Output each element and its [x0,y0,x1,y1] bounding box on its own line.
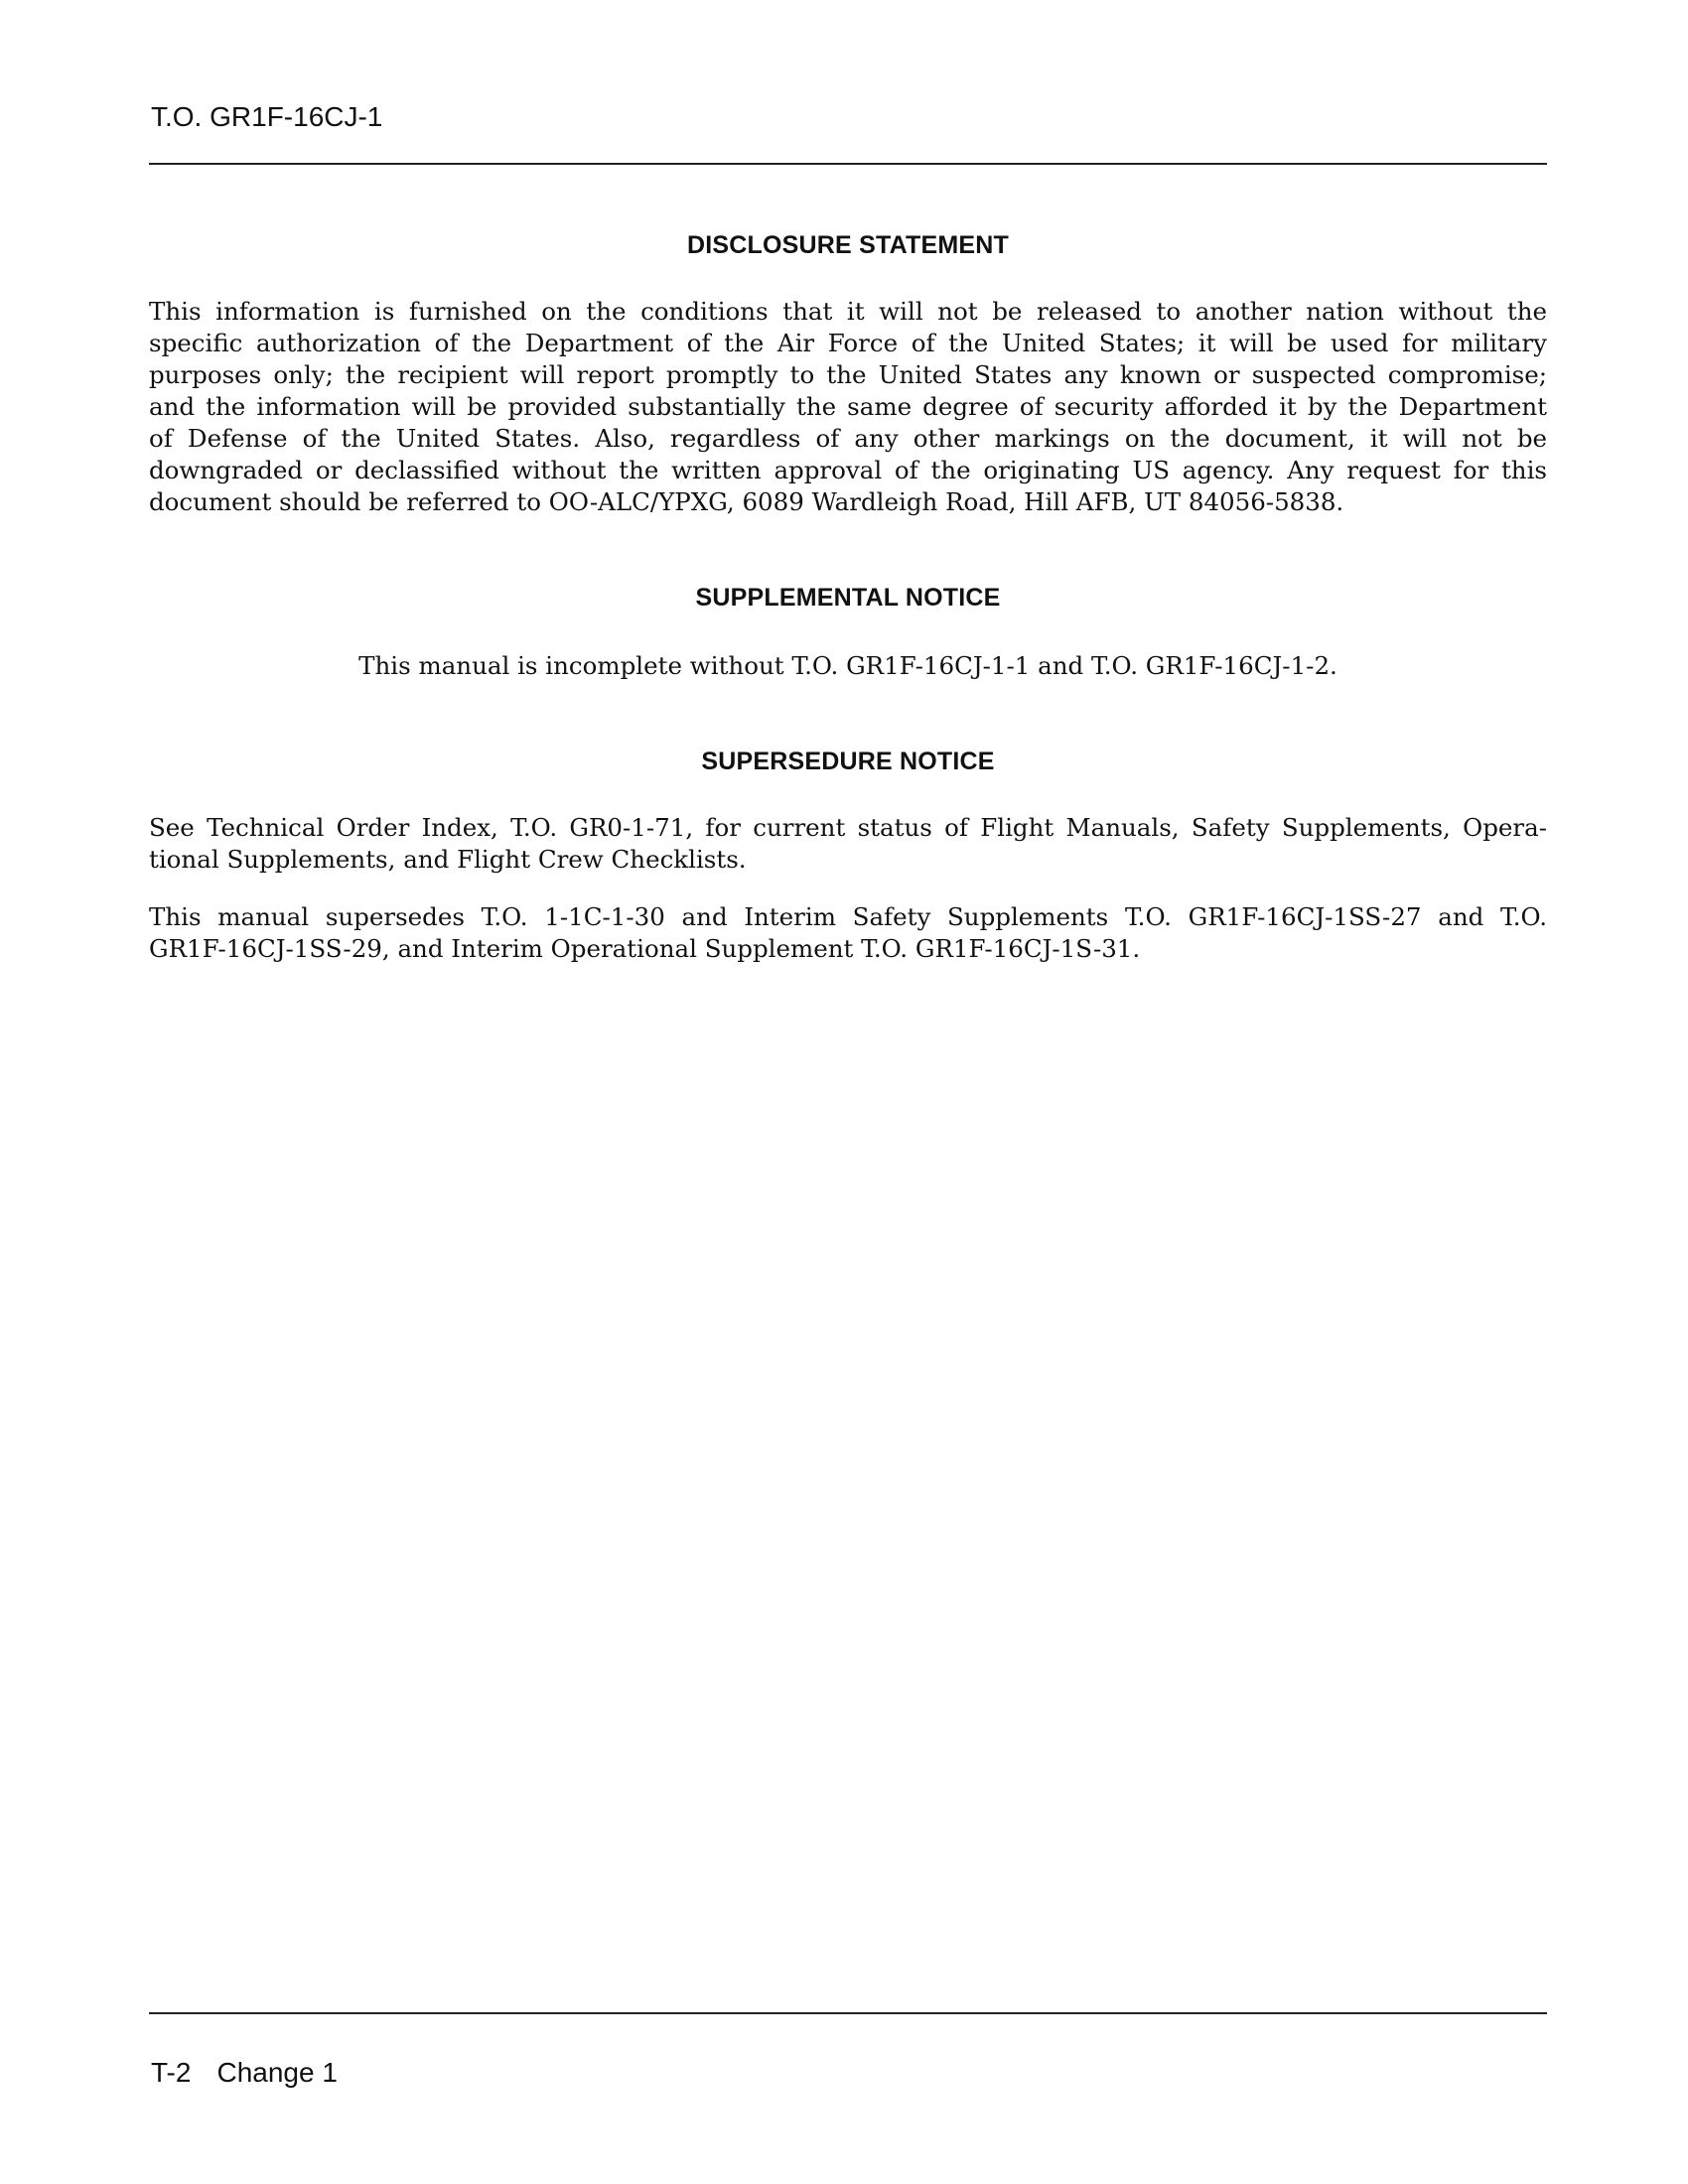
supersedure-paragraph-1 [149,812,1547,876]
change-number: Change 1 [216,2057,338,2088]
disclosure-paragraph [149,296,1547,518]
text-line: This manual supersedes T.O. 1-1C-1-30 and Interim Safety Supplements T.O. GR1F-16CJ-1SS-27 and T.O. [149,902,1547,931]
page-number: T-2 [151,2057,192,2088]
text-line: and the information will be provided substantially the same degree of security afforded it by the Department [149,392,1547,421]
disclosure-heading: DISCLOSURE STATEMENT [687,231,1009,259]
text-line: purposes only; the recipient will report promptly to the United States any known or suspected compromise; [149,360,1547,389]
supersedure-paragraph-2 [149,901,1547,965]
text-line: GR1F-16CJ-1SS-29, and Interim Operational Supplement T.O. GR1F-16CJ-1S-31. [149,934,1141,963]
document-number-header: T.O. GR1F-16CJ-1 [151,101,383,132]
supplemental-heading: SUPPLEMENTAL NOTICE [695,584,1001,612]
text-line: downgraded or declassified without the written approval of the originating US agency. Any request for this [149,456,1547,484]
footer-rule [149,2012,1547,2014]
supersedure-heading: SUPERSEDURE NOTICE [701,748,995,775]
text-line: of Defense of the United States. Also, regardless of any other markings on the document, it will not be [149,424,1547,453]
text-line: specific authorization of the Department of the Air Force of the United States; it will be used for military [149,329,1547,357]
supplemental-paragraph: This manual is incomplete without T.O. GR1F-16CJ-1-1 and T.O. GR1F-16CJ-1-2. [358,651,1337,680]
text-line: See Technical Order Index, T.O. GR0-1-71, for current status of Flight Manuals, Safety Supplements, Opera- [149,813,1547,842]
header-rule [149,163,1547,165]
text-line: document should be referred to OO-ALC/YPXG, 6089 Wardleigh Road, Hill AFB, UT 84056-5838. [149,487,1344,516]
text-line: This information is furnished on the conditions that it will not be released to another nation without the [149,297,1547,326]
page-footer [151,2057,338,2089]
text-line: tional Supplements, and Flight Crew Checklists. [149,845,747,874]
